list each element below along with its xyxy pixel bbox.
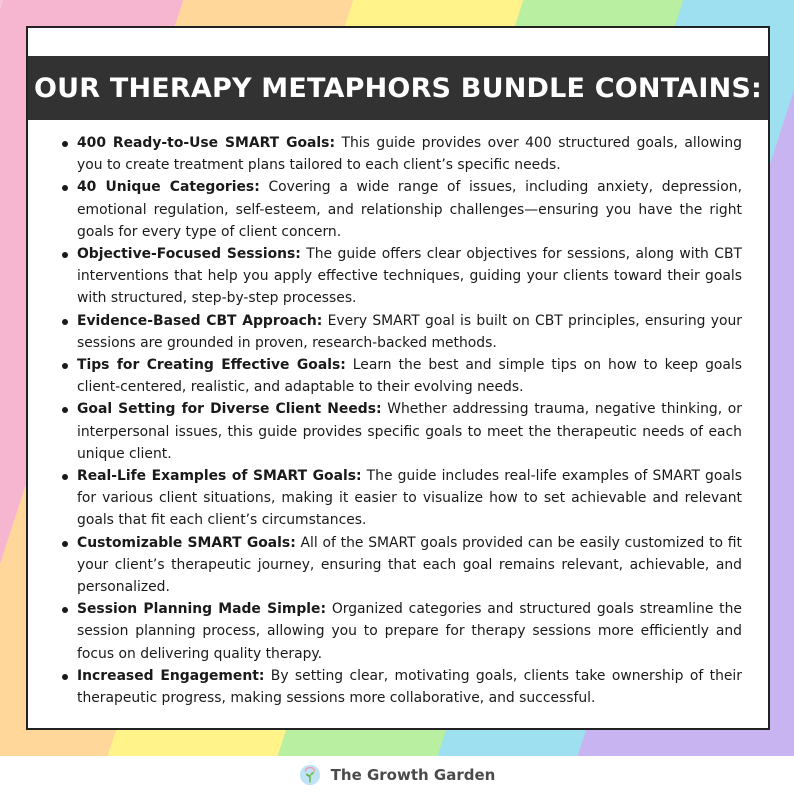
list-item bbox=[60, 665, 742, 709]
feature-title: 40 Unique Categories: bbox=[77, 179, 260, 196]
bullet-icon bbox=[62, 185, 68, 191]
feature-text: Organized categories and structured goals streamline the session planning process, allowing you to prepare for therapy sessions more efficiently and focus on delivering quality therapy. bbox=[77, 601, 742, 662]
feature-text: Covering a wide range of issues, including anxiety, depression, emotional regulation, self-esteem, and relationship challenges—ensuring you have the right goals for every type of client concern. bbox=[77, 179, 742, 240]
list-item bbox=[60, 354, 742, 398]
feature-text: The guide offers clear objectives for sessions, along with CBT interventions that help you apply effective techniques, guiding your clients toward their goals with structured, step-by-step processes. bbox=[77, 246, 742, 307]
feature-title: 400 Ready-to-Use SMART Goals: bbox=[77, 135, 335, 151]
list-item bbox=[60, 465, 742, 532]
feature-title: Tips for Creating Effective Goals: bbox=[77, 357, 346, 374]
feature-title: Goal Setting for Diverse Client Needs: bbox=[77, 401, 382, 418]
brain-plant-icon bbox=[299, 764, 321, 786]
page-title: OUR THERAPY METAPHORS BUNDLE CONTAINS: bbox=[33, 72, 763, 104]
feature-card bbox=[26, 26, 770, 730]
list-item bbox=[60, 398, 742, 465]
brand-name: The Growth Garden bbox=[330, 766, 496, 784]
feature-title: Session Planning Made Simple: bbox=[77, 601, 327, 618]
bullet-icon bbox=[62, 363, 68, 369]
feature-text: The guide includes real-life examples of SMART goals for various client situations, making it easier to visualize how to set achievable and relevant goals that fit each client’s circumstances. bbox=[77, 468, 742, 529]
bullet-icon bbox=[62, 141, 68, 147]
list-item bbox=[60, 243, 742, 310]
bullet-icon bbox=[62, 407, 68, 413]
feature-text: Every SMART goal is built on CBT principles, ensuring your sessions are grounded in proven, research-backed methods. bbox=[77, 312, 742, 351]
feature-text: Learn the best and simple tips on how to keep goals client-centered, realistic, and adaptable to their evolving needs. bbox=[77, 357, 742, 396]
feature-text: Whether addressing trauma, negative thinking, or interpersonal issues, this guide provides specific goals to meet the therapeutic needs of each unique client. bbox=[77, 401, 742, 462]
feature-text: All of the SMART goals provided can be easily customized to fit your client’s therapeutic journey, ensuring that each goal remains relevant, achievable, and personalized. bbox=[77, 534, 742, 596]
feature-title: Customizable SMART Goals: bbox=[77, 534, 296, 551]
list-item bbox=[60, 132, 742, 176]
bullet-icon bbox=[62, 319, 68, 325]
feature-text: By setting clear, motivating goals, clients take ownership of their therapeutic progress, making sessions more collaborative, and successful. bbox=[77, 667, 742, 707]
feature-text: This guide provides over 400 structured goals, allowing you to create treatment plans tailored to each client’s specific needs. bbox=[77, 135, 742, 174]
brand-footer bbox=[0, 760, 794, 790]
feature-title: Increased Engagement: bbox=[77, 667, 265, 684]
feature-list bbox=[60, 132, 742, 709]
page-title-banner bbox=[28, 56, 768, 120]
feature-title: Evidence-Based CBT Approach: bbox=[77, 312, 323, 329]
bullet-icon bbox=[62, 474, 68, 480]
list-item bbox=[60, 532, 742, 599]
feature-title: Real-Life Examples of SMART Goals: bbox=[77, 468, 362, 485]
list-item bbox=[60, 310, 742, 354]
bullet-icon bbox=[62, 607, 68, 613]
bullet-icon bbox=[62, 541, 68, 547]
list-item bbox=[60, 176, 742, 243]
bullet-icon bbox=[62, 252, 68, 258]
feature-title: Objective-Focused Sessions: bbox=[77, 246, 301, 263]
list-item bbox=[60, 598, 742, 665]
bullet-icon bbox=[62, 674, 68, 680]
